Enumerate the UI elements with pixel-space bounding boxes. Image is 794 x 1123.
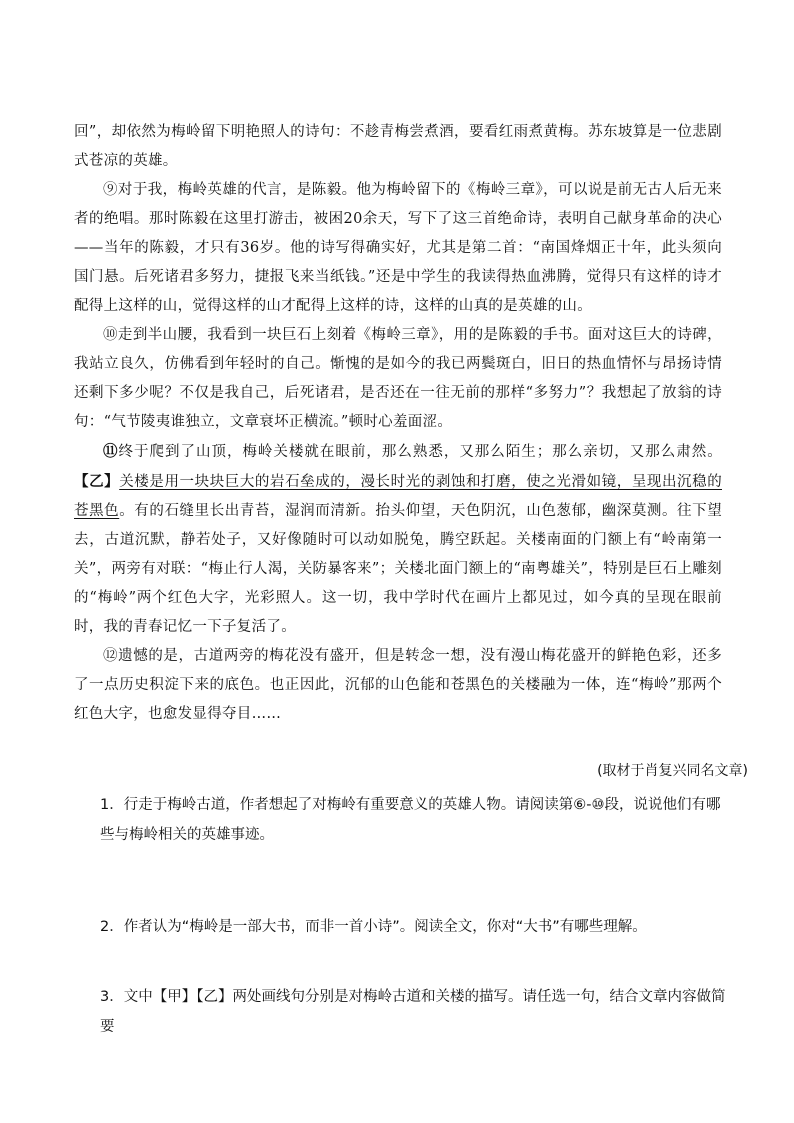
paragraph-12: ⑫遗憾的是，古道两旁的梅花没有盛开，但是转念一想，没有漫山梅花盛开的鲜艳色彩，还多了一点历史积淀下来的底色。也正因此，沉郁的山色能和苍黑色的关楼融为一体，连“梅岭”那两个红色大字，也愈发显得夺目…… <box>74 648 722 722</box>
article-body <box>74 118 722 729</box>
paragraph-10: ⑩走到半山腰，我看到一块巨石上刻着《梅岭三章》，用的是陈毅的手书。面对这巨大的诗碑，我站立良久，仿佛看到年轻时的自己。惭愧的是如今的我已两鬓斑白，旧日的热血情怀与昂扬诗情还剩下多少呢？不仅是我自己，后死诸君，是否还在一往无前的那样“多努力”？我想起了放翁的诗句：“气节陵夷谁独立，文章衰坏正横流。”顿时心羞面涩。 <box>74 327 722 430</box>
paragraph-9: ⑨对于我，梅岭英雄的代言，是陈毅。他为梅岭留下的《梅岭三章》，可以说是前无古人后无来者的绝唱。那时陈毅在这里打游击，被困20余天，写下了这三首绝命诗，表明自己献身革命的决心——当年的陈毅，才只有36岁。他的诗写得确实好，尤其是第二首：“南国烽烟正十年，此头须向国门悬。后死诸君多努力，捷报飞来当纸钱。”还是中学生的我读得热血沸腾，觉得只有这样的诗才配得上这样的山，觉得这样的山才配得上这样的诗，这样的山真的是英雄的山。 <box>74 182 722 314</box>
paragraph-11-number: ⑪ <box>103 443 119 460</box>
source-note: (取材于肖复兴同名文章) <box>597 763 748 779</box>
paragraph-11 <box>74 437 722 642</box>
paragraph-11-text-b: 。有的石缝里长出青苔，湿润而清新。抬头仰望，天色阴沉，山色葱郁，幽深莫测。往下望去，古道沉默，静若处子，又好像随时可以动如脱兔，腾空跃起。关楼南面的门额上有“岭南第一关”，两旁有对联：“梅止行人渴，关防暴客来”；关楼北面门额上的“南粤雄关”，特别是巨石上雕刻的“梅岭”两个红色大字，光彩照人。这一切，我中学时代在画片上都见过，如今真的呈现在眼前时，我的青春记忆一下子复活了。 <box>74 503 722 635</box>
paragraph-11-text-a: 终于爬到了山顶，梅岭关楼就在眼前，那么熟悉，又那么陌生；那么亲切，又那么肃然。 <box>118 444 722 460</box>
question-2: 2．作者认为“梅岭是一部大书，而非一首小诗”。阅读全文，你对“大书”有哪些理解。 <box>100 919 647 935</box>
paragraph-8-tail: 回”，却依然为梅岭留下明艳照人的诗句：不趁青梅尝煮酒，要看红雨煮黄梅。苏东坡算是一位悲剧式苍凉的英雄。 <box>74 124 722 169</box>
question-3: 3．文中【甲】【乙】两处画线句分别是对梅岭古道和关楼的描写。请任选一句，结合文章内容做简要 <box>100 989 726 1035</box>
question-1: 1．行走于梅岭古道，作者想起了对梅岭有重要意义的英雄人物。请阅读第⑥-⑩段，说说他们有哪些与梅岭相关的英雄事迹。 <box>100 797 721 843</box>
mark-yi: 【乙】 <box>74 473 120 490</box>
underlined-sentence-yi: 关楼是用一块块巨大的岩石垒成的，漫长时光的剥蚀和打磨，使之光滑如镜，呈现出沉稳的苍黑色 <box>74 474 722 519</box>
